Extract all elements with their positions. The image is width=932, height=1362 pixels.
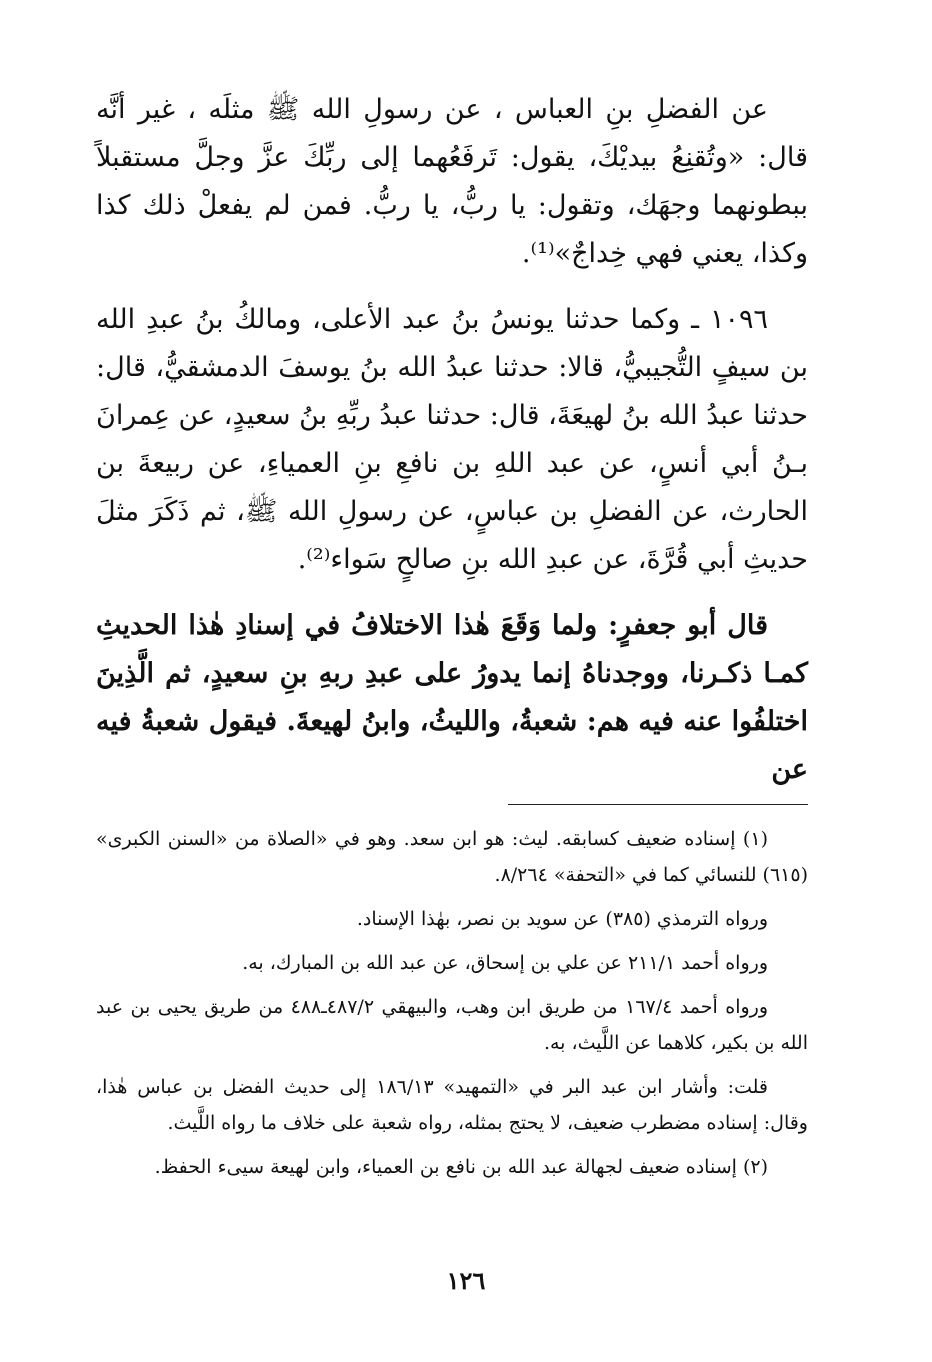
footnote-2 (96, 1149, 808, 1185)
footnote-2-text: (٢) إسناده ضعيف لجهالة عبد الله بن نافع بن العمياء، وابن لهيعة سيىء الحفظ. (154, 1156, 768, 1178)
footnote-separator (508, 804, 808, 805)
footnote-1 (96, 821, 808, 893)
book-page (96, 86, 808, 1193)
footnote-1-ahmad-a (96, 945, 808, 981)
footnote-1-ahmad-b-text: ورواه أحمد ١٦٧/٤ من طريق ابن وهب، والبيهقي ٤٨٧/٢ـ٤٨٨ من طريق يحيى بن عبد الله بن بكير، كلاهما عن اللَّيث، به. (96, 996, 808, 1054)
paragraph-2-text: ١٠٩٦ ـ وكما حدثنا يونسُ بنُ عبد الأعلى، ومالكُ بنُ عبدِ الله بن سيفٍ التُّجيبيُّ، قالا: حدثنا عبدُ الله بنُ يوسفَ الدمشقيُّ، قال: حدثنا عبدُ الله بنُ لهيعَةَ، قال: حدثنا عبدُ ربِّهِ بنُ سعيدٍ، عن عِمرانَ بـنُ أبي أنسٍ، عن عبد اللهِ بن نافعِ بنِ العمياءِ، عن ربيعةَ بن الحارث، عن الفضلِ بن عباسٍ، عن رسولِ الله ﷺ، ثم ذَكَرَ مثلَ حديثِ أبي قُرَّةَ، عن عبدِ الله بنِ صالحٍ سَواء⁽²⁾. (96, 304, 808, 575)
footnote-1-ahmad-b (96, 989, 808, 1061)
paragraph-hadith-1096 (96, 296, 808, 584)
footnote-1-ibn-abd-albarr-text: قلت: وأشار ابن عبد البر في «التمهيد» ١٨٦/١٣ إلى حديث الفضل بن عباس هٰذا، وقال: إسناده مضطرب ضعيف، لا يحتج بمثله، رواه شعبة على خلاف ما رواه اللَّيث. (96, 1076, 808, 1134)
footnote-1-tirmidhi-text: ورواه الترمذي (٣٨٥) عن سويد بن نصر، بهٰذا الإسناد. (356, 908, 768, 930)
paragraph-3-text: قال أبو جعفرٍ: ولما وَقَعَ هٰذا الاختلافُ في إسنادِ هٰذا الحديثِ كمـا ذكـرنا، ووجدناهُ إنما يدورُ على عبدِ ربهِ بنِ سعيدٍ، ثم الَّذِينَ اختلفُوا عنه فيه هم: شعبةُ، والليثُ، وابنُ لهيعةَ. فيقول شعبةُ فيه عن (96, 610, 808, 785)
paragraph-1-text: عن الفضلِ بنِ العباس ، عن رسولِ الله ﷺ مثلَه ، غير أنَّه قال: «وتُقنِعُ بيديْكَ، يقول: تَرفَعُهما إلى ربِّكَ عزَّ وجلَّ مستقبلاً ببطونهما وجهَك، وتقول: يا ربُّ، يا ربُّ. فمن لم يفعلْ ذلك كذا وكذا، يعني فهي خِداجٌ»⁽¹⁾. (96, 94, 808, 269)
page-number: ١٢٦ (446, 1266, 486, 1295)
paragraph-abu-jafar (96, 602, 808, 794)
paragraph-1 (96, 86, 808, 278)
footnote-1-ahmad-a-text: ورواه أحمد ٢١١/١ عن علي بن إسحاق، عن عبد الله بن المبارك، به. (242, 952, 768, 974)
footnotes (96, 821, 808, 1185)
main-text (96, 86, 808, 794)
footnote-1-tirmidhi (96, 901, 808, 937)
footnote-1-text: (١) إسناده ضعيف كسابقه. ليث: هو ابن سعد. وهو في «الصلاة من «السنن الكبرى» (٦١٥) للنسائي كما في «التحفة» ٨/٢٦٤. (96, 828, 808, 886)
footnote-1-ibn-abd-albarr (96, 1069, 808, 1141)
